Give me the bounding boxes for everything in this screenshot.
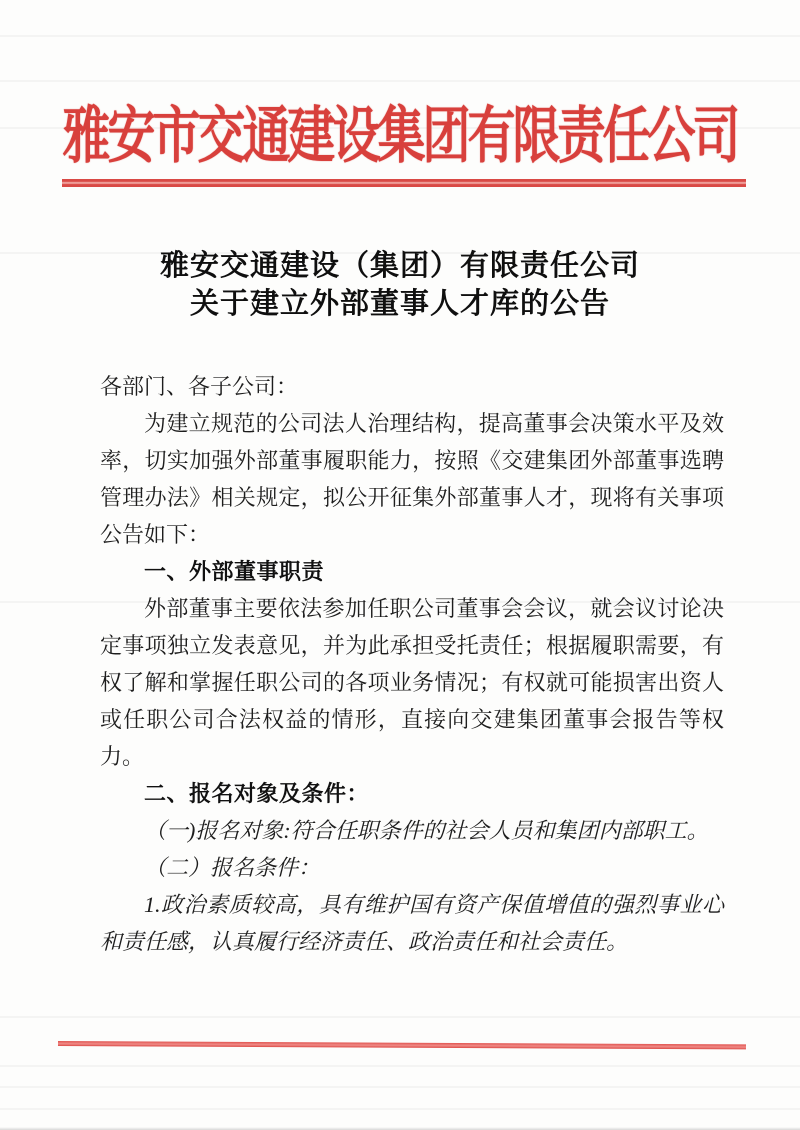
salutation: 各部门、各子公司： xyxy=(100,374,299,399)
requirement-1: 1.政治素质较高，具有维护国有资产保值增值的强烈事业心和责任感，认真履行经济责任、政治责任和社会责任。 xyxy=(100,892,724,954)
document-title-line1: 雅安交通建设（集团）有限责任公司 xyxy=(159,250,640,282)
document-body xyxy=(100,368,724,960)
scan-artifact xyxy=(0,1065,800,1067)
document-title xyxy=(0,247,800,323)
item-1-applicants: （一)报名对象:符合任职条件的社会人员和集团内部职工。 xyxy=(144,818,709,843)
letterhead-company-name: 雅安市交通建设集团有限责任公司 xyxy=(62,102,738,171)
scan-artifact xyxy=(0,35,800,37)
document-title-line2: 关于建立外部董事人才库的公告 xyxy=(189,288,610,320)
section-2-heading: 二、报名对象及条件： xyxy=(144,781,370,806)
footer-rule xyxy=(58,1041,746,1049)
intro-paragraph: 为建立规范的公司法人治理结构，提高董事会决策水平及效率，切实加强外部董事履职能力，按照《交建集团外部董事选聘管理办法》相关规定，拟公开征集外部董事人才，现将有关事项公告如下： xyxy=(100,411,724,547)
letterhead-rule xyxy=(62,179,746,187)
section-1-heading: 一、外部董事职责 xyxy=(144,559,325,584)
scan-artifact xyxy=(0,1016,800,1018)
scan-artifact xyxy=(0,80,800,82)
section-1-paragraph: 外部董事主要依法参加任职公司董事会会议，就会议讨论决定事项独立发表意见，并为此承担受托责任；根据履职需要，有权了解和掌握任职公司的各项业务情况；有权就可能损害出资人或任职公司合法权益的情形，直接向交建集团董事会报告等权力。 xyxy=(100,596,724,769)
scan-artifact xyxy=(0,1108,800,1110)
item-2-requirements-heading: （二）报名条件： xyxy=(144,855,321,880)
scan-artifact xyxy=(0,1086,800,1088)
